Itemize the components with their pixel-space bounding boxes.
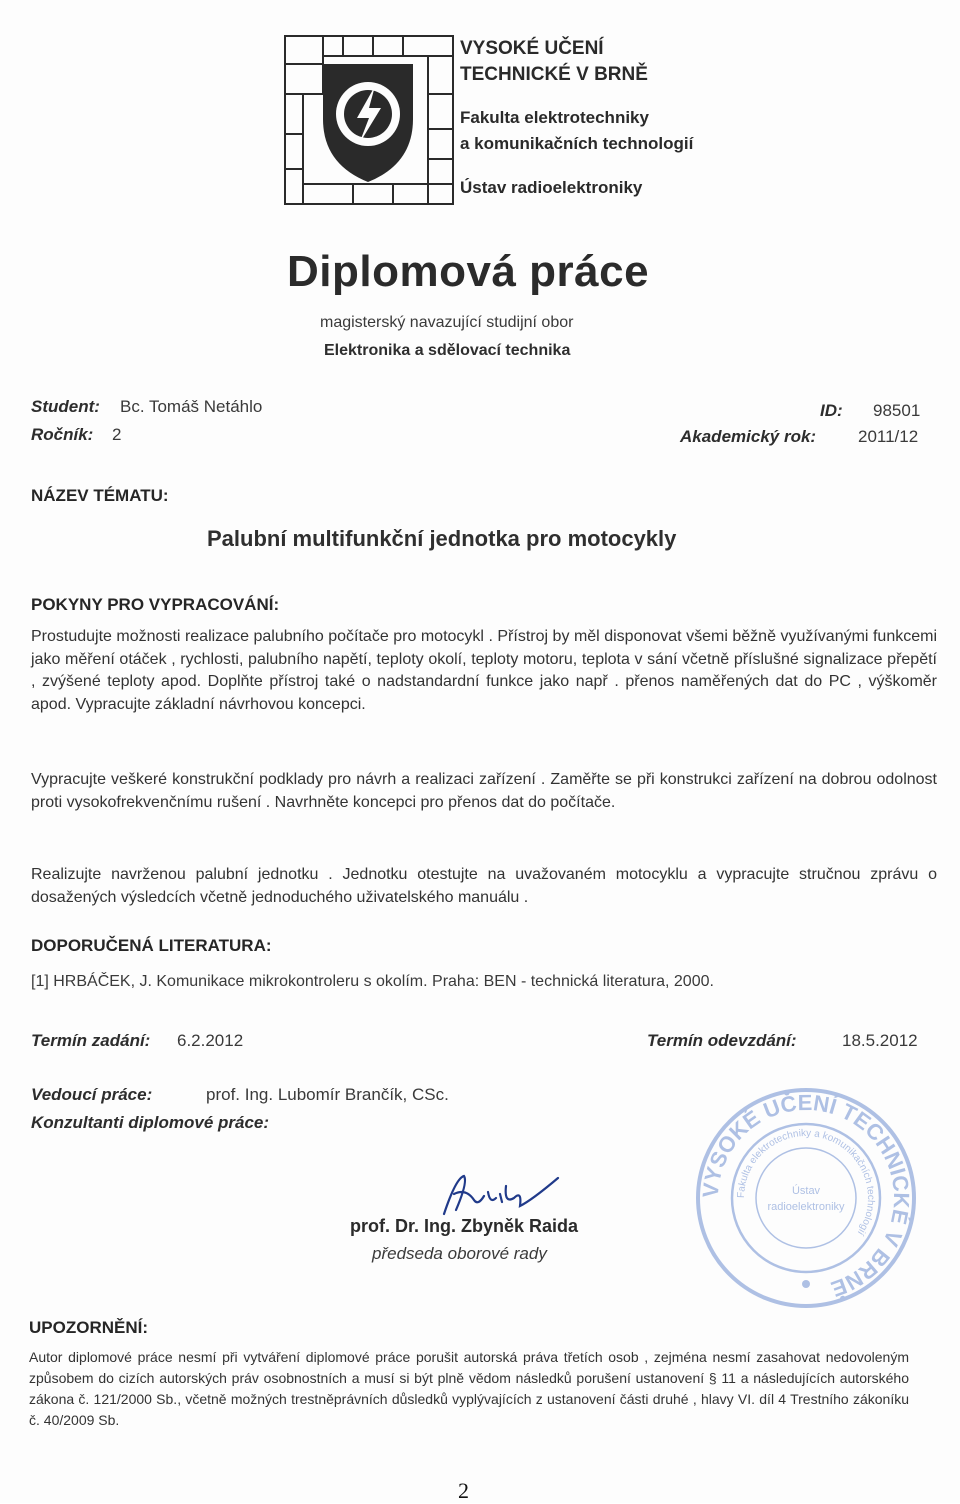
instructions-heading: POKYNY PRO VYPRACOVÁNÍ:: [31, 595, 280, 614]
signatory-role: předseda oborové rady: [372, 1244, 547, 1263]
university-stamp: [692, 1084, 920, 1312]
stamp-ring-text: VYSOKÉ UČENÍ TECHNICKÉ V BRNĚ: [697, 1089, 915, 1302]
page-number: 2: [458, 1478, 469, 1503]
academic-year-value: 2011/12: [858, 427, 919, 446]
supervisor-value: prof. Ing. Lubomír Brančík, CSc.: [206, 1085, 449, 1104]
submission-date-label: Termín odevzdání:: [647, 1031, 797, 1050]
notice-text: Autor diplomové práce nesmí při vytváření diplomové práce porušit autorská práva třetích osob , zejména nesmí zasahovat nedovoleným způsobem do cizích autorských práv osobnostních a musí si být plně vědom následků porušení ustanovení § 11 a následujících autorského zákona č. 121/2000 Sb., včetně možných trestněprávních důsledků vyplývajících z ustanovení části druhé , hlavy VI. díl 4 Trestního zákoníku č. 40/2009 Sb.: [29, 1349, 909, 1428]
student-value: Bc. Tomáš Netáhlo: [120, 397, 263, 416]
id-value: 98501: [873, 401, 921, 420]
year-value: 2: [112, 425, 122, 444]
topic-title: Palubní multifunkční jednotka pro motocykly: [207, 526, 677, 551]
handwritten-signature: [436, 1170, 566, 1220]
instructions-paragraph-1: Prostudujte možnosti realizace palubního počítače pro motocykl . Přístroj by měl disponovat všemi běžně využívanými funkcemi jako měření otáček , rychlosti, palubního napětí, teploty okolí, teploty motoru, teplota v sání včetně příslušné signalizace přepětí , zvýšené teploty apod. Doplňte přístroj také o nadstandardní funkce jako např . přenos naměřených dat do PC , výškoměr apod. Vypracujte základní návrhovou koncepci.: [31, 628, 937, 713]
notice-heading: UPOZORNĚNÍ:: [29, 1318, 148, 1337]
topic-heading: NÁZEV TÉMATU:: [31, 486, 169, 505]
year-label: Ročník:: [31, 425, 94, 444]
department-name: Ústav radioelektroniky: [460, 178, 643, 197]
stamp-center-line2: radioelektroniky: [767, 1201, 845, 1213]
consultants-label: Konzultanti diplomové práce:: [31, 1113, 270, 1132]
instructions-paragraph-3: Realizujte navrženou palubní jednotku . Jednotku otestujte na uvažovaném motocyklu a vypracujte stručnou zprávu o dosažených výsledcích včetně jednoduchého uživatelského manuálu .: [31, 866, 937, 906]
vut-logo-icon: [283, 34, 455, 206]
university-name-line1: VYSOKÉ UČENÍ: [460, 38, 604, 59]
study-type: magisterský navazující studijní obor: [320, 314, 574, 331]
academic-year-label: Akademický rok:: [680, 427, 817, 446]
stamp-center-line1: Ústav: [791, 1185, 821, 1197]
literature-heading: DOPORUČENÁ LITERATURA:: [31, 936, 272, 955]
assigned-date-label: Termín zadání:: [31, 1031, 151, 1050]
stamp-inner-text: Fakulta elektrotechniky a komunikačních technologií: [735, 1127, 877, 1238]
signatory-name: prof. Dr. Ing. Zbyněk Raida: [350, 1216, 579, 1236]
document-title: Diplomová práce: [287, 247, 650, 296]
university-name-line2: TECHNICKÉ V BRNĚ: [460, 64, 648, 85]
svg-text:Fakulta elektrotechniky a komu: [736, 1128, 876, 1237]
literature-item: [1] HRBÁČEK, J. Komunikace mikrokontroleru s okolím. Praha: BEN - technická literatura, 2000.: [31, 973, 714, 990]
student-label: Student:: [31, 397, 100, 416]
id-label: ID:: [820, 401, 843, 420]
faculty-name-line1: Fakulta elektrotechniky: [460, 108, 649, 127]
study-field: Elektronika a sdělovací technika: [324, 342, 571, 359]
assigned-date-value: 6.2.2012: [177, 1031, 244, 1050]
faculty-name-line2: a komunikačních technologií: [460, 134, 694, 153]
submission-date-value: 18.5.2012: [842, 1031, 918, 1050]
supervisor-label: Vedoucí práce:: [31, 1085, 153, 1104]
instructions-paragraph-2: Vypracujte veškeré konstrukční podklady pro návrh a realizaci zařízení . Zaměřte se při konstrukci zařízení na dobrou odolnost proti vysokofrekvenčnímu rušení . Navrhněte koncepci pro přenos dat do počítače.: [31, 771, 937, 811]
